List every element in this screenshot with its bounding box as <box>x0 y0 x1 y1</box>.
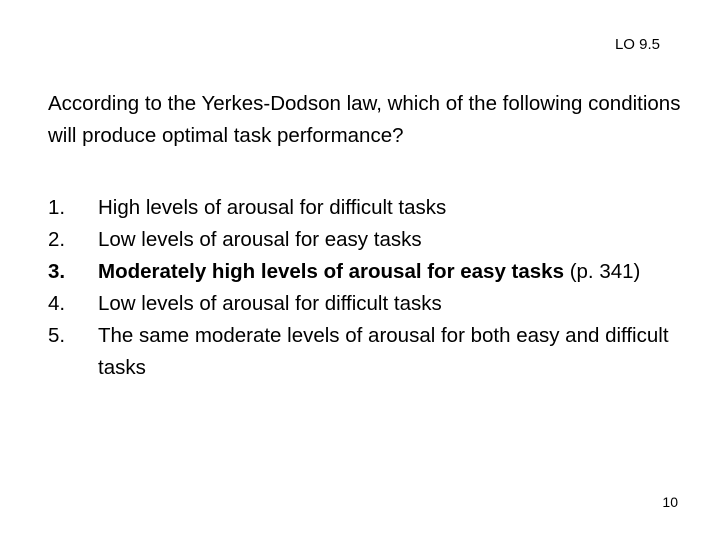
option-number: 5. <box>48 324 66 347</box>
option-text: High levels of arousal for difficult tasks <box>98 196 447 219</box>
option-text-wrapper <box>98 256 698 288</box>
answer-option-4 <box>48 288 698 320</box>
option-text: Low levels of arousal for difficult tasks <box>98 292 442 315</box>
page-number: 10 <box>662 494 678 510</box>
option-number: 4. <box>48 292 66 315</box>
answer-option-1 <box>48 192 698 224</box>
answer-options-list <box>48 192 698 384</box>
option-text: Low levels of arousal for easy tasks <box>98 228 422 251</box>
option-number: 2. <box>48 228 66 251</box>
question-text: According to the Yerkes-Dodson law, which of the following conditions will produce optimal task performance? <box>48 92 681 147</box>
correct-answer-text: Moderately high levels of arousal for easy tasks <box>98 260 564 283</box>
option-number: 1. <box>48 196 66 219</box>
learning-objective-label: LO 9.5 <box>614 36 660 53</box>
option-text: The same moderate levels of arousal for both easy and difficult tasks <box>98 324 669 379</box>
answer-option-5 <box>48 320 698 384</box>
answer-option-3-correct <box>48 256 698 288</box>
answer-option-2 <box>48 224 698 256</box>
page-reference: (p. 341) <box>569 260 641 283</box>
option-number: 3. <box>48 260 66 283</box>
